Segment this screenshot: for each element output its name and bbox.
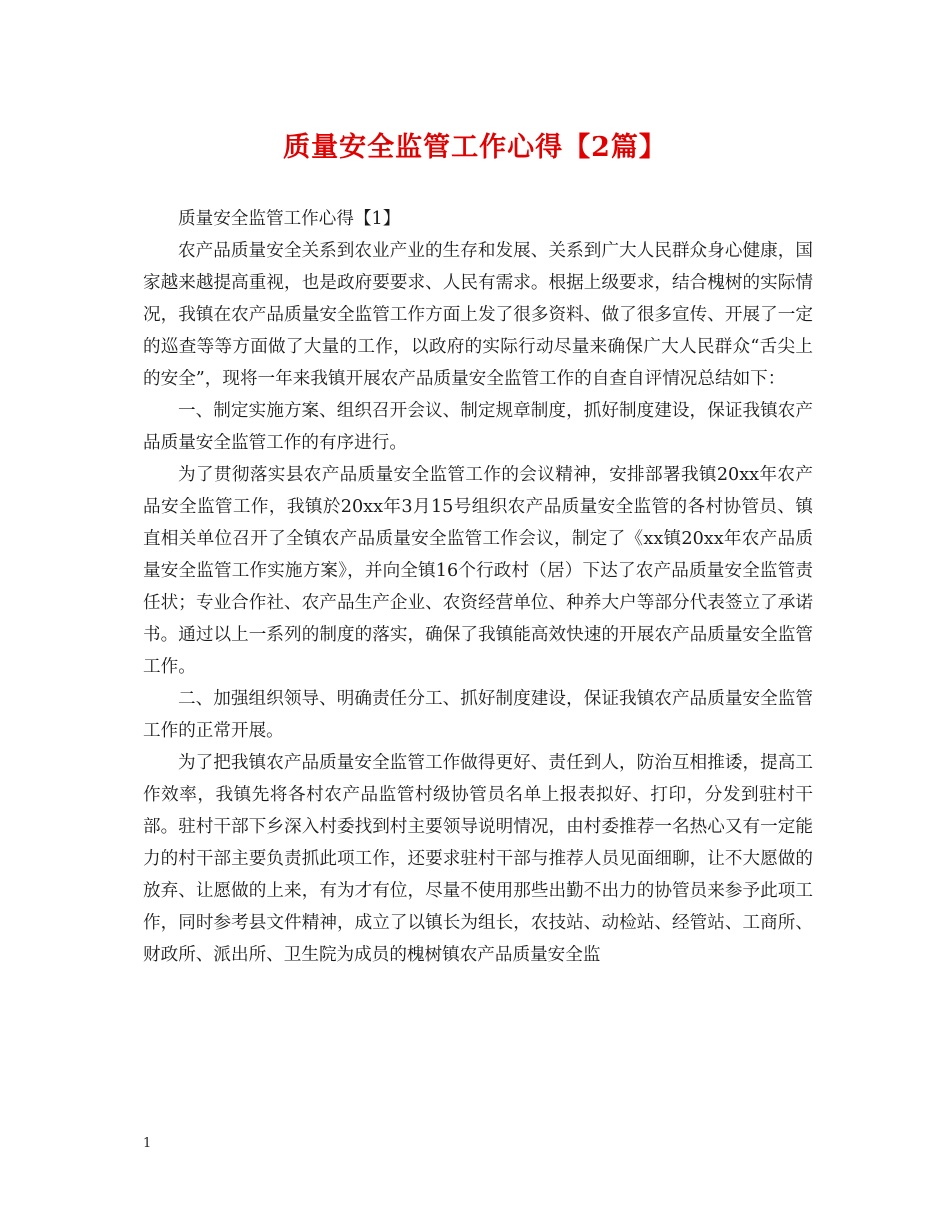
point-two-heading: 二、加强组织领导、明确责任分工、抓好制度建设，保证我镇农产品质量安全监管工作的正常开展。 (143, 689, 813, 741)
point-one-heading: 一、制定实施方案、组织召开会议、制定规章制度，抓好制度建设，保证我镇农产品质量安全监管工作的有序进行。 (143, 401, 813, 453)
point-two-paragraph: 为了把我镇农产品质量安全监管工作做得更好、责任到人，防治互相推诿，提高工作效率，我镇先将各村农产品监管村级协管员名单上报表拟好、打印，分发到驻村干部。驻村干部下乡深入村委找到村主要领导说明情况，由村委推荐一名热心又有一定能力的村干部主要负责抓此项工作，还要求驻村干部与推荐人员见面细聊，让不大愿做的放弃、让愿做的上来，有为才有位，尽量不使用那些出勤不出力的协管员来参予此项工作，同时参考县文件精神，成立了以镇长为组长，农技站、动检站、经管站、工商所、财政所、派出所、卫生院为成员的槐树镇农产品质量安全监 (143, 753, 813, 965)
page-number: 1 (143, 1136, 152, 1151)
section-heading-1: 质量安全监管工作心得【1】 (178, 209, 401, 229)
intro-paragraph: 农产品质量安全关系到农业产业的生存和发展、关系到广大人民群众身心健康，国家越来越提高重视，也是政府要要求、人民有需求。根据上级要求，结合槐树的实际情况，我镇在农产品质量安全监管工作方面上发了很多资料、做了很多宣传、开展了一定的巡查等等方面做了大量的工作，以政府的实际行动尽量来确保广大人民群众“舌尖上的安全”，现将一年来我镇开展农产品质量安全监管工作的自查自评情况总结如下： (143, 241, 813, 389)
document-title: 质量安全监管工作心得【2篇】 (283, 132, 667, 163)
point-one-paragraph: 为了贯彻落实县农产品质量安全监管工作的会议精神，安排部署我镇20xx年农产品安全监管工作，我镇於20xx年3月15号组织农产品质量安全监管的各村协管员、镇直相关单位召开了全镇农产品质量安全监管工作会议，制定了《xx镇20xx年农产品质量安全监管工作实施方案》，并向全镇16个行政村（居）下达了农产品质量安全监管责任状；专业合作社、农产品生产企业、农资经营单位、种养大户等部分代表签立了承诺书。通过以上一系列的制度的落实，确保了我镇能高效快速的开展农产品质量安全监管工作。 (143, 465, 813, 677)
document-body (143, 203, 813, 971)
